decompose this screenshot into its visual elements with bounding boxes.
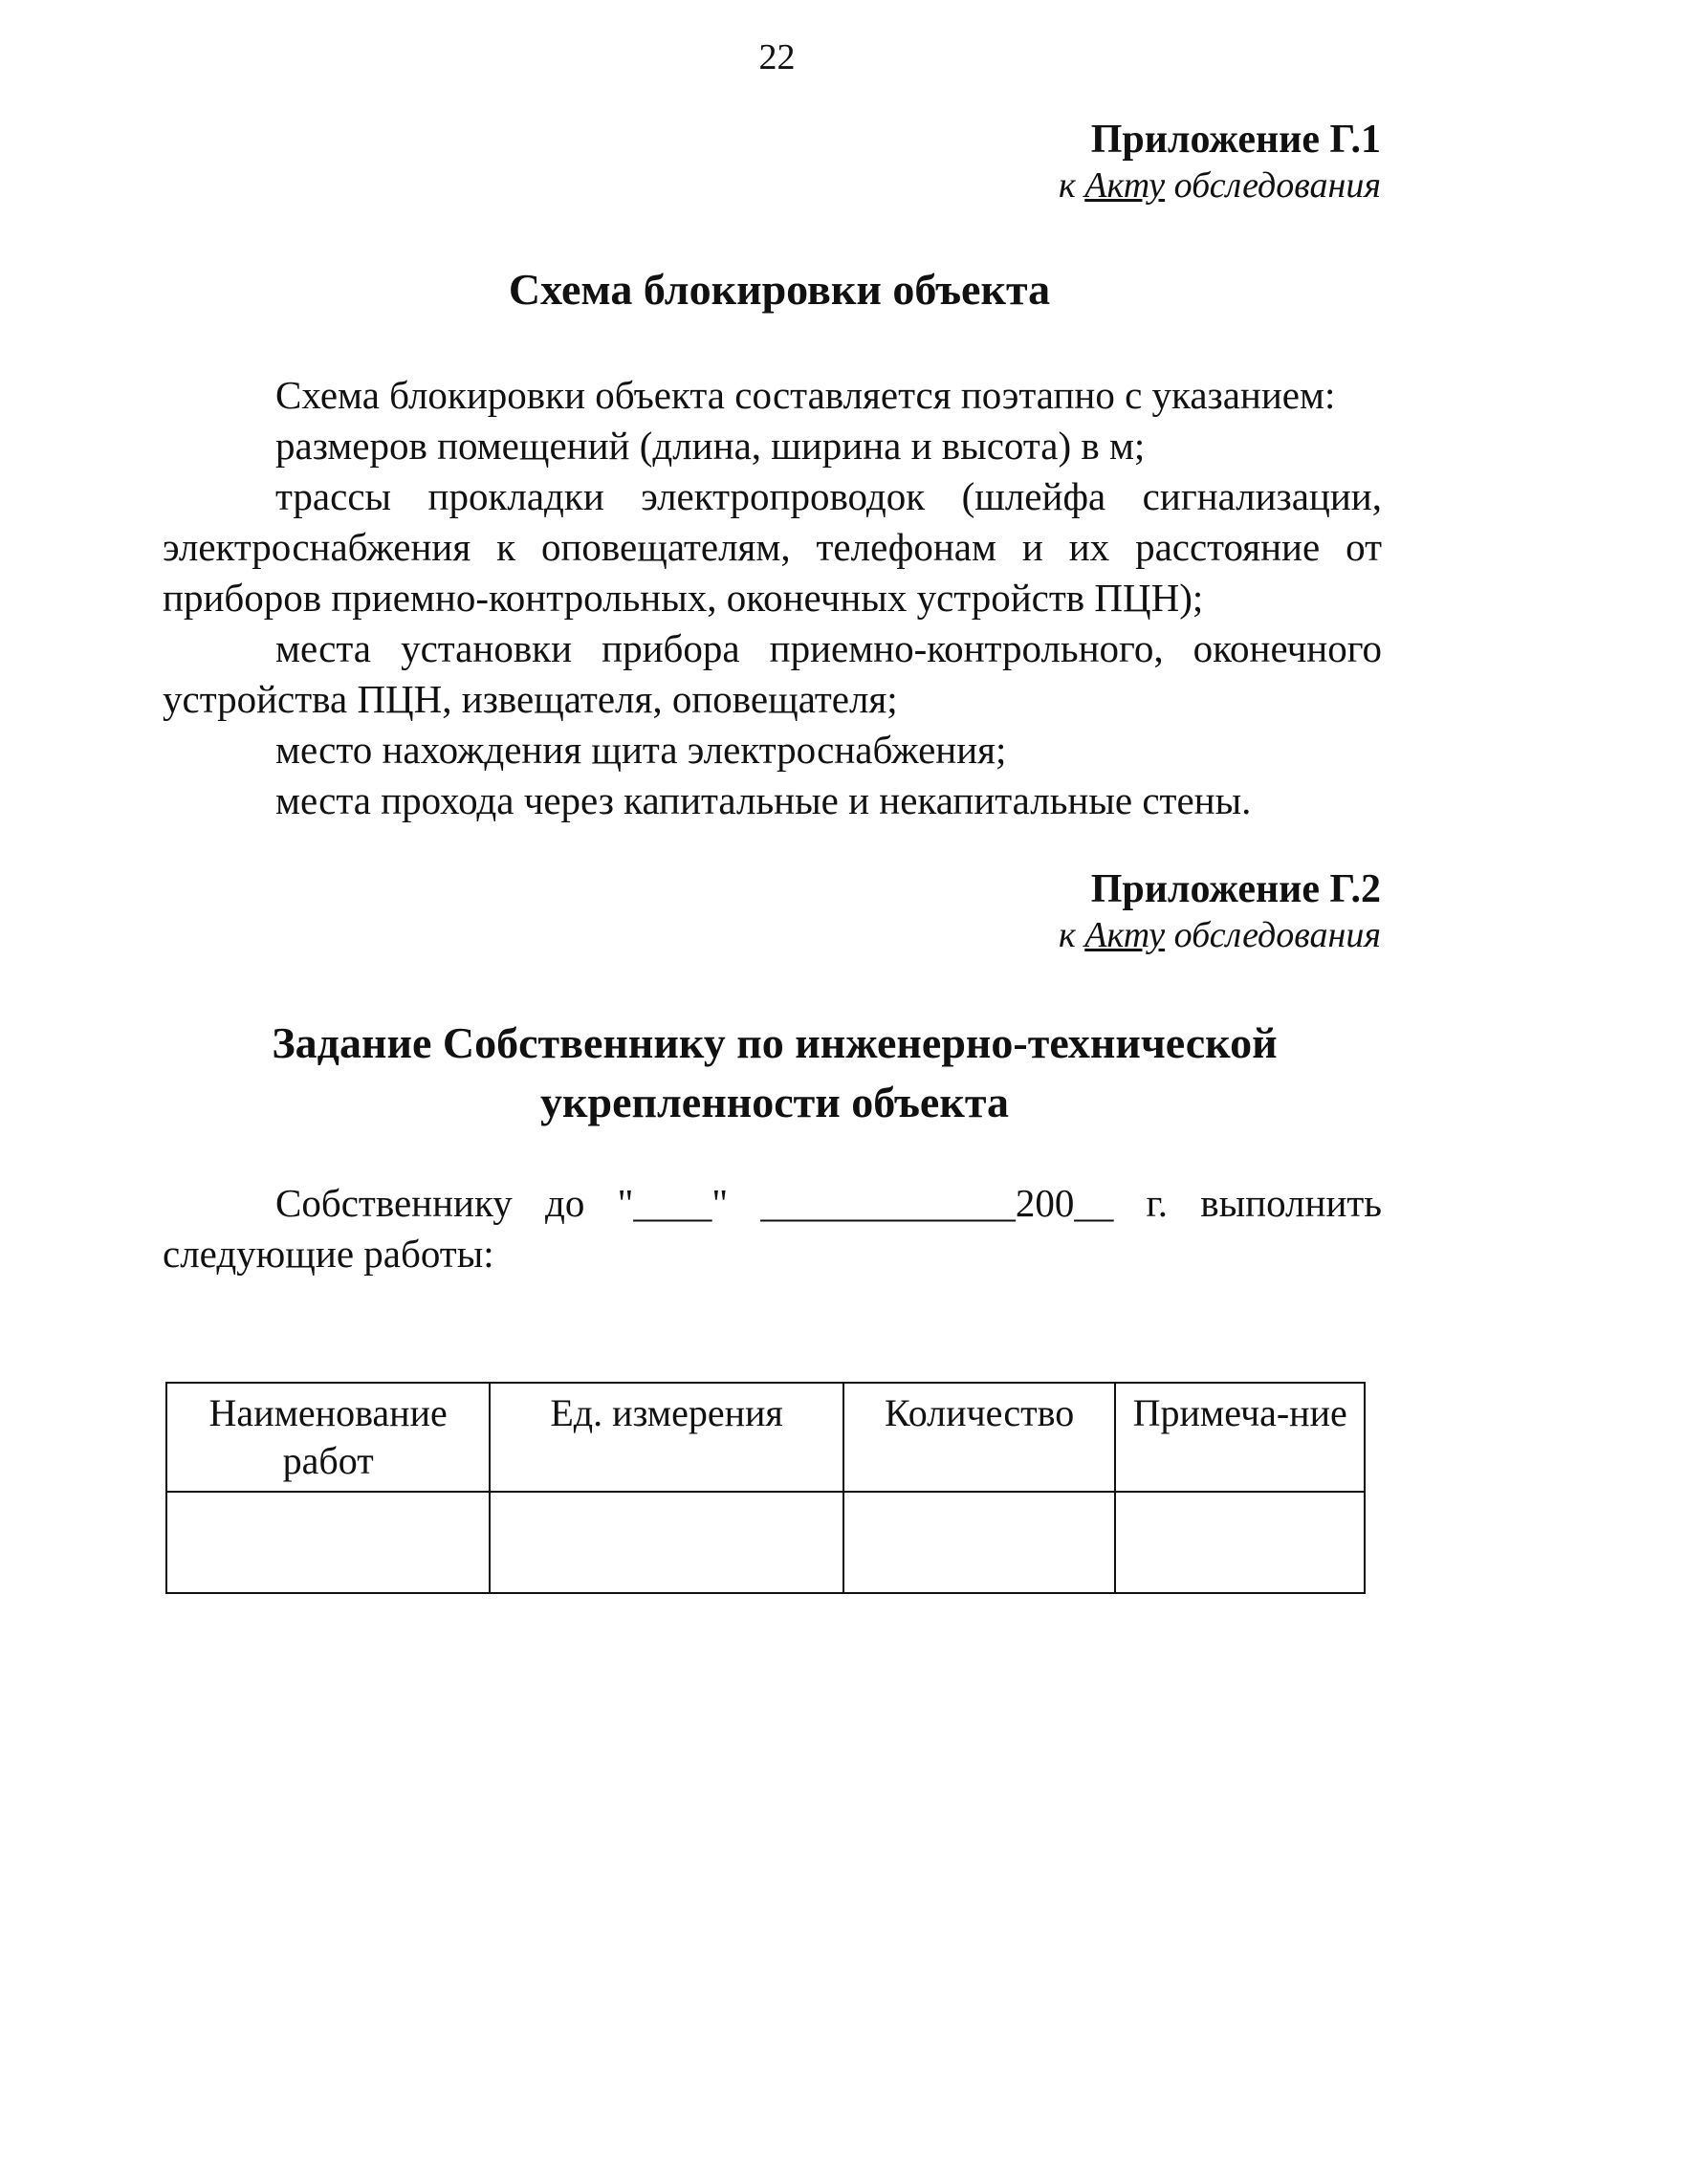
column-header-quantity: Количество — [843, 1383, 1115, 1492]
task-heading-line: Задание Собственнику по инженерно-технической — [272, 1018, 1278, 1067]
table-header-row — [166, 1383, 1365, 1492]
scheme-heading: Схема блокировки объекта — [508, 265, 1051, 314]
appendix-g2-header — [1059, 866, 1381, 958]
scheme-description — [163, 370, 1382, 826]
page-number: 22 — [758, 37, 796, 77]
scheme-paragraph: места прохода через капитальные и некапитальные стены. — [275, 778, 1252, 822]
column-header-work-name: Наименование работ — [166, 1383, 490, 1492]
task-instruction-text: Собственнику до "____" _____________200__ г. выполнить следующие работы: — [163, 1181, 1382, 1276]
column-header-unit: Ед. измерения — [490, 1383, 843, 1492]
table-cell[interactable] — [843, 1492, 1115, 1593]
appendix-g1-title: Приложение Г.1 — [1090, 118, 1381, 162]
appendix-g1-act-link[interactable]: Акту — [1084, 165, 1166, 206]
appendix-g2-sub-prefix: к — [1058, 915, 1085, 955]
task-heading — [163, 1014, 1387, 1132]
scheme-paragraph: места установки прибора приемно-контрольного, оконечного устройства ПЦН, извещателя, оповещателя; — [163, 626, 1382, 721]
appendix-g2-title: Приложение Г.2 — [1090, 867, 1381, 911]
task-instruction — [163, 1178, 1382, 1279]
appendix-g2-sub-suffix: обследования — [1165, 915, 1381, 955]
scheme-paragraph: Схема блокировки объекта составляется поэтапно с указанием: — [275, 373, 1336, 417]
scheme-paragraph: место нахождения щита электроснабжения; — [275, 728, 1007, 772]
appendix-g1-subtitle — [1059, 163, 1381, 208]
appendix-g2-act-link[interactable]: Акту — [1084, 915, 1166, 955]
appendix-g1-sub-suffix: обследования — [1165, 165, 1381, 206]
table-row — [166, 1492, 1365, 1593]
scheme-paragraph: размеров помещений (длина, ширина и высота) в м; — [275, 424, 1146, 468]
table-cell[interactable] — [1115, 1492, 1365, 1593]
scheme-paragraph: трассы прокладки электропроводок (шлейфа сигнализации, электроснабжения к оповещателям, телефонам и их расстояние от приборов приемно-контрольных, оконечных устройств ПЦН); — [163, 474, 1382, 620]
column-header-note: Примеча-ние — [1115, 1383, 1365, 1492]
table-cell[interactable] — [166, 1492, 490, 1593]
table-cell[interactable] — [490, 1492, 843, 1593]
appendix-g2-subtitle — [1059, 912, 1381, 958]
works-table — [165, 1382, 1366, 1594]
appendix-g1-header — [1059, 117, 1381, 208]
task-heading-line: укрепленности объекта — [539, 1078, 1009, 1126]
appendix-g1-sub-prefix: к — [1058, 165, 1085, 206]
